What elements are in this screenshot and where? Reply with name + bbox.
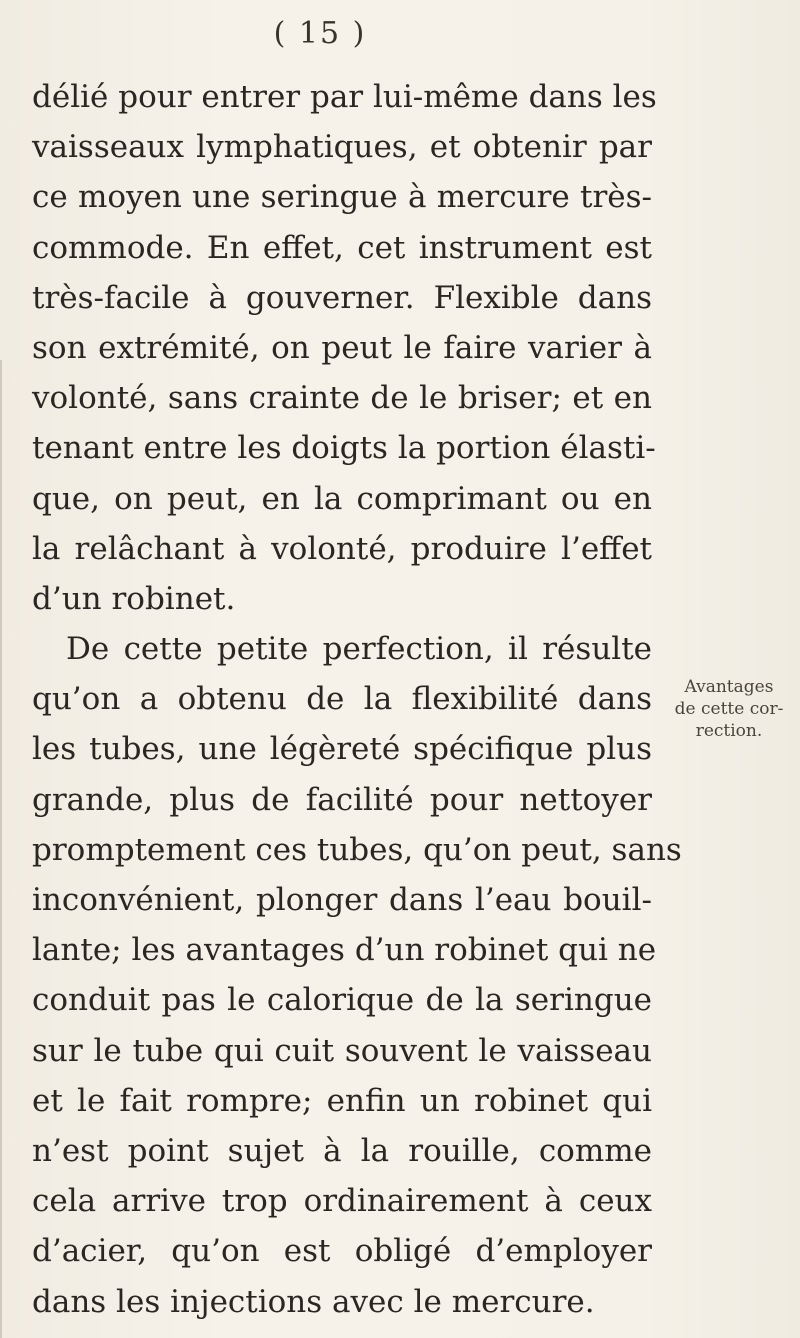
- text-line: les tubes, une légèreté spécifique plus: [32, 731, 652, 768]
- text-line: n’est point sujet à la rouille, comme: [32, 1132, 652, 1169]
- paragraph-start-line: De cette petite perfection, il résulte: [66, 631, 652, 668]
- body-text: [32, 72, 682, 1327]
- text-line: cela arrive trop ordinairement à ceux: [32, 1183, 652, 1220]
- text-line: dans les injections avec le mercure.: [32, 1283, 595, 1320]
- margin-note-line: rection.: [695, 721, 763, 741]
- text-line: la relâchant à volonté, produire l’effet: [32, 530, 652, 567]
- text-line: son extrémité, on peut le faire varier à: [32, 329, 652, 366]
- margin-note-line: de cette cor-: [674, 699, 784, 719]
- text-line: sur le tube qui cuit souvent le vaisseau: [32, 1032, 652, 1069]
- text-line: commode. En effet, cet instrument est: [32, 229, 652, 266]
- page-number: ( 15 ): [273, 16, 367, 51]
- text-line: grande, plus de facilité pour nettoyer: [32, 781, 652, 818]
- text-line: promptement ces tubes, qu’on peut, sans: [32, 831, 682, 868]
- page-fold-shadow: [0, 360, 16, 1338]
- text-line: tenant entre les doigts la portion élasti-: [32, 430, 656, 467]
- text-line: conduit pas le calorique de la seringue: [32, 982, 652, 1019]
- text-line: volonté, sans crainte de le briser; et en: [32, 380, 652, 417]
- text-line: que, on peut, en la comprimant ou en: [32, 480, 652, 517]
- text-line: d’acier, qu’on est obligé d’employer: [32, 1233, 652, 1270]
- text-line: qu’on a obtenu de la flexibilité dans: [32, 681, 652, 718]
- text-line: d’un robinet.: [32, 580, 236, 617]
- text-line: ce moyen une seringue à mercure très-: [32, 179, 652, 216]
- margin-note: [664, 676, 794, 742]
- text-line: vaisseaux lymphatiques, et obtenir par: [32, 129, 652, 166]
- text-line: délié pour entrer par lui-même dans les: [32, 79, 657, 115]
- margin-note-line: Avantages: [684, 677, 774, 697]
- text-line: très-facile à gouverner. Flexible dans: [32, 279, 652, 316]
- text-line: et le fait rompre; enfin un robinet qui: [32, 1082, 652, 1119]
- text-line: lante; les avantages d’un robinet qui ne: [32, 932, 657, 969]
- text-line: inconvénient, plonger dans l’eau bouil-: [32, 882, 652, 918]
